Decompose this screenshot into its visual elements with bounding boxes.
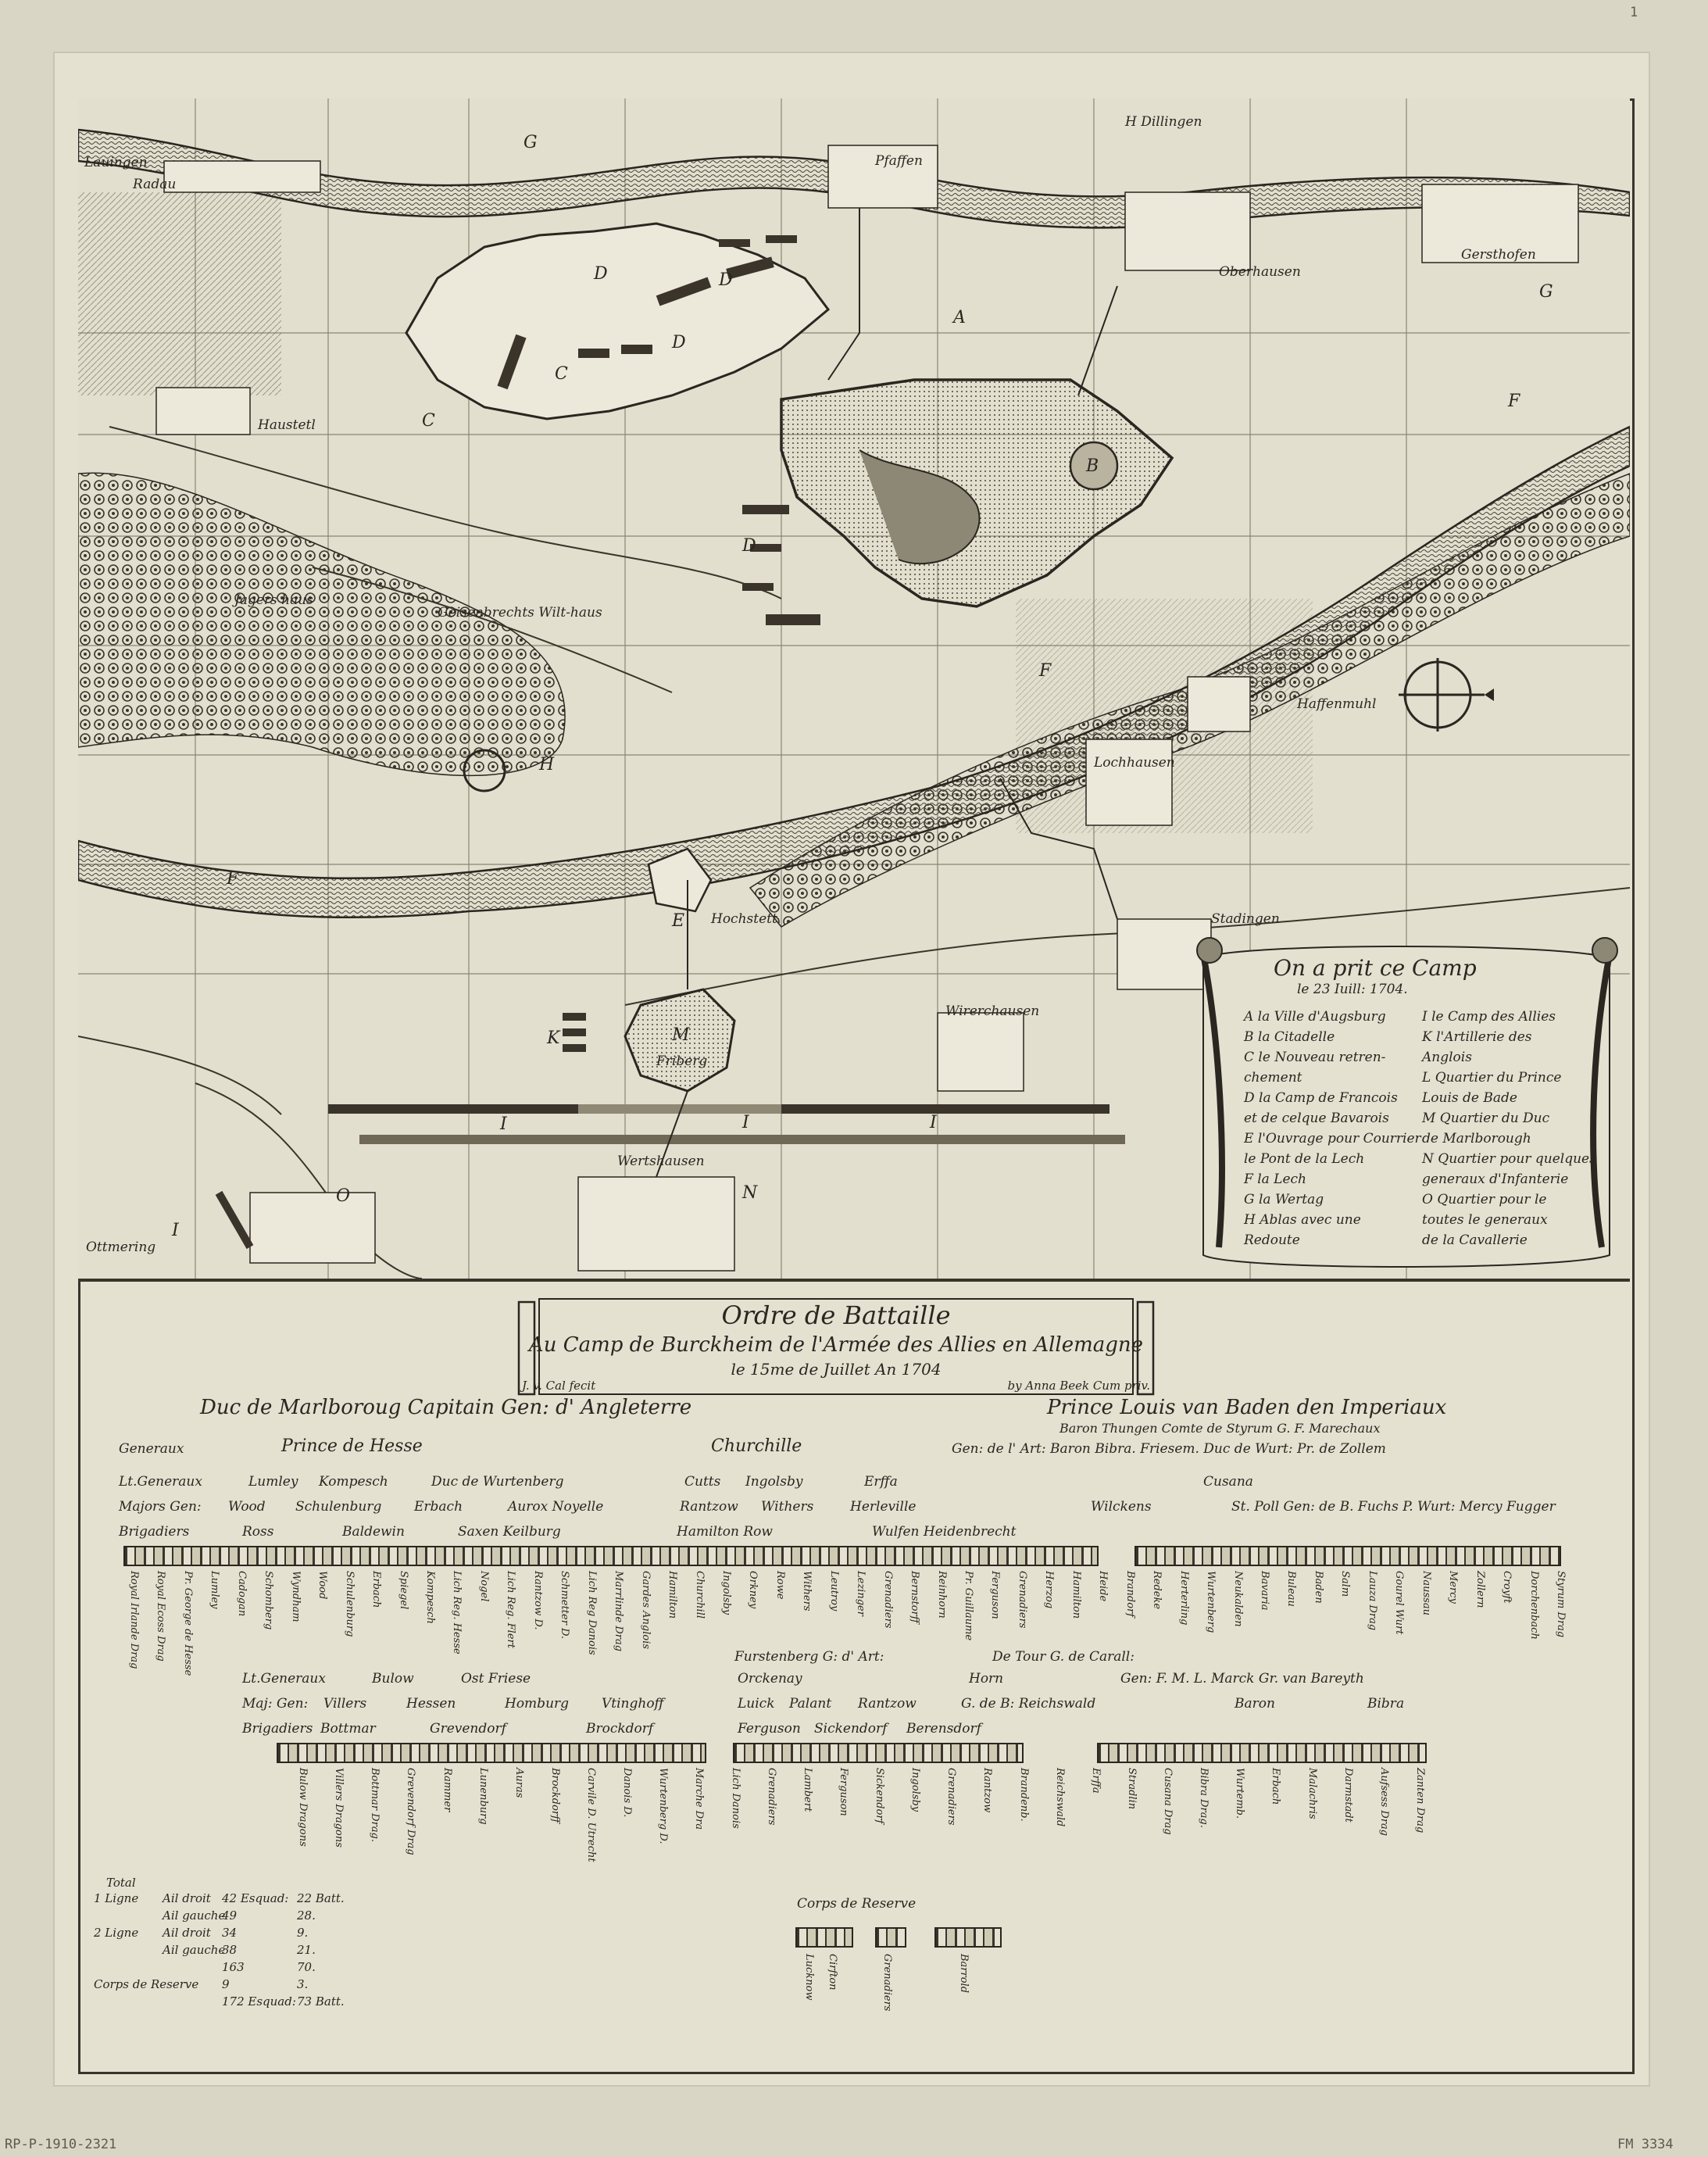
major-gen: Erbach (414, 1499, 463, 1515)
banner-publisher: by Anna Beek Cum priv. (1007, 1379, 1150, 1393)
regiment-label: Pr. George de Hesse (182, 1571, 194, 1676)
legend-right-column (1422, 1007, 1596, 1250)
totals-battalions: 3. (297, 1977, 309, 1991)
regiment-label-2: Stradlin (1126, 1768, 1138, 1810)
letter-o: O (336, 1186, 351, 1206)
regiment-label-2: Darmstadt (1342, 1768, 1354, 1823)
place-stadingen: Stadingen (1211, 911, 1280, 927)
regiment-label: Lumley (209, 1571, 220, 1609)
regiment-label: Pr. Guillaume (963, 1571, 974, 1641)
place-friberg: Friberg (656, 1053, 708, 1069)
place-ottmering: Ottmering (86, 1239, 156, 1255)
regiment-label-2: Erbach (1270, 1768, 1281, 1805)
place-wertshausen: Wertshausen (617, 1154, 705, 1169)
right-commander-sub: Baron Thungen Comte de Styrum G. F. Marechaux (1059, 1421, 1381, 1436)
totals-wing: Ail gauche (163, 1943, 226, 1957)
totals-wing: Ail droit (163, 1926, 211, 1940)
place-radau: Radau (133, 177, 177, 192)
legend-item: de Marlborough (1422, 1131, 1531, 1146)
legend-item: O Quartier pour le (1422, 1192, 1547, 1207)
legend-item: H Ablas avec une (1244, 1212, 1361, 1228)
lt-gen: Lumley (248, 1474, 298, 1490)
legend-item: N Quartier pour quelques (1422, 1151, 1596, 1167)
major-gen-2: G. de B: Reichswald (961, 1696, 1096, 1712)
reserve-regiment: Grenadiers (881, 1954, 893, 2012)
regiment-label: Ferguson (989, 1571, 1001, 1619)
legend-item: de la Cavallerie (1422, 1232, 1528, 1248)
regiment-label: Buleau (1285, 1571, 1297, 1607)
regiment-label: Lauza Drag (1367, 1571, 1378, 1631)
regiment-label-2: Danois D. (621, 1768, 633, 1818)
legend-left-column (1244, 1007, 1421, 1250)
place-lochhausen: Lochhausen (1094, 755, 1175, 771)
regiment-label: Hamilton (666, 1571, 678, 1619)
regiment-label: Nogel (478, 1571, 490, 1602)
majors-label-2: Maj: Gen: (242, 1696, 309, 1712)
reserve-title: Corps de Reserve (797, 1896, 917, 1912)
regiment-label: Zollern (1474, 1571, 1486, 1608)
major-gen-2: Hessen (406, 1696, 456, 1712)
lt-gen: Cutts (684, 1474, 721, 1490)
major-gen: St. Poll Gen: de B. Fuchs P. Wurt: Mercy Fugger (1231, 1499, 1556, 1515)
legend-item: generaux d'Infanterie (1422, 1172, 1569, 1187)
regiment-label: Lich Reg Danois (586, 1571, 598, 1655)
lt-gen: Erffa (864, 1474, 898, 1490)
legend-item: L Quartier du Prince (1422, 1070, 1562, 1086)
brigadier-2: Berensdorf (906, 1721, 981, 1737)
letter-c1: C (422, 411, 435, 431)
top-mark: 1 (1630, 5, 1638, 20)
regiment-label: Herterling (1178, 1571, 1190, 1626)
letter-i1: I (500, 1114, 507, 1134)
regiment-label: Naussau (1420, 1571, 1432, 1615)
lt-gen: Kompesch (319, 1474, 388, 1490)
right-commander: Prince Louis van Baden den Imperiaux (1047, 1396, 1447, 1419)
regiment-label: Royal Ecoss Drag (155, 1571, 166, 1662)
legend-item: chement (1244, 1070, 1302, 1086)
totals-battalions: 28. (297, 1908, 316, 1923)
letter-b: B (1086, 456, 1099, 476)
lt-gen-2: Orckenay (738, 1671, 802, 1687)
letter-c2: C (555, 364, 568, 384)
major-gen-2: Villers (323, 1696, 367, 1712)
reserve-regiment: Cirfton (827, 1954, 838, 1991)
legend-item: D la Camp de Francois (1244, 1090, 1398, 1106)
major-gen: Aurox Noyelle (508, 1499, 604, 1515)
legend-item: G la Wertag (1244, 1192, 1324, 1207)
major-gen: Rantzow (680, 1499, 738, 1515)
lt-gen: Duc de Wurtenberg (431, 1474, 564, 1490)
place-gersthofen: Gersthofen (1461, 247, 1536, 263)
legend-item: toutes le generaux (1422, 1212, 1548, 1228)
major-gen-2: Luick (738, 1696, 775, 1712)
regiment-label-2: Zanten Drag (1414, 1768, 1426, 1833)
totals-squadrons: 163 (222, 1960, 245, 1974)
regiment-label: Marrlinde Drag (613, 1571, 624, 1652)
art-general-line2: Furstenberg G: d' Art: (734, 1649, 884, 1665)
totals-battalions: 22 Batt. (297, 1891, 345, 1905)
legend-item: B la Citadelle (1244, 1029, 1335, 1045)
regiment-label-2: Grevendorf Drag (405, 1768, 416, 1855)
regiment-label: Croyft (1501, 1571, 1513, 1604)
regiment-label: Styrum Drag (1555, 1571, 1567, 1638)
regiment-label-2: Ingolsby (909, 1768, 921, 1812)
regiment-label: Gourel Wurt (1393, 1571, 1405, 1635)
legend-item: I le Camp des Allies (1422, 1009, 1556, 1025)
totals-wing: Ail gauche (163, 1908, 226, 1923)
legend-item: Anglois (1422, 1050, 1472, 1065)
major-gen: Wilckens (1091, 1499, 1152, 1515)
regiment-label: Mercy (1447, 1571, 1459, 1604)
regiment-label: Cadogan (236, 1571, 248, 1617)
regiment-label: Gardes Anglois (640, 1571, 652, 1650)
brigadier-2: Ferguson (738, 1721, 801, 1737)
regiment-label: Neukalden (1232, 1571, 1244, 1627)
regiment-label-2: Grenadiers (945, 1768, 957, 1826)
totals-squadrons: 38 (222, 1943, 238, 1957)
letter-m: M (672, 1025, 690, 1045)
major-gen: Herleville (850, 1499, 917, 1515)
majors-label: Majors Gen: (119, 1499, 202, 1515)
reserve-block-1 (795, 1927, 853, 1948)
totals-header: Total (106, 1876, 136, 1890)
regiment-label-2: Lambert (802, 1768, 813, 1812)
regiment-label: Orkney (747, 1571, 759, 1609)
regiment-label: Wyndham (290, 1571, 302, 1622)
second-line-center (733, 1743, 1024, 1763)
totals-squadrons: 49 (222, 1908, 238, 1923)
regiment-label: Rantzow D. (532, 1571, 544, 1630)
letter-i3: I (930, 1113, 937, 1132)
reserve-block-3 (934, 1927, 1002, 1948)
first-line-right-wing (1134, 1546, 1561, 1566)
letter-g2: G (1539, 282, 1553, 302)
regiment-label: Withers (801, 1571, 813, 1611)
regiment-label-2: Ferguson (838, 1768, 849, 1816)
regiment-label: Lich Reg. Flert (505, 1571, 516, 1648)
legend-item: C le Nouveau retren- (1244, 1050, 1386, 1065)
letter-g1: G (523, 133, 538, 152)
legend-item: F la Lech (1244, 1172, 1306, 1187)
major-gen-2: Bibra (1367, 1696, 1405, 1712)
legend-item: et de celque Bavarois (1244, 1111, 1389, 1126)
regiment-label: Lezinger (855, 1571, 867, 1616)
lt-gen: Cusana (1203, 1474, 1253, 1490)
banner-engraver: J. v. Cal fecit (522, 1379, 596, 1393)
letter-a: A (953, 308, 966, 327)
regiment-label-2: Bottmar Drag. (369, 1768, 381, 1843)
regiment-label: Grenadiers (1017, 1571, 1028, 1629)
brigadier: Saxen Keilburg (458, 1524, 561, 1540)
regiment-label-2: Grenadiers (766, 1768, 777, 1826)
lt-gen-2: Horn (969, 1671, 1004, 1687)
letter-n: N (742, 1183, 758, 1203)
first-line-left-wing (123, 1546, 1099, 1566)
legend-item: E l'Ouvrage pour Courrier (1244, 1131, 1421, 1146)
second-line-right-wing (1097, 1743, 1427, 1763)
regiment-label: Hamilton (1070, 1571, 1082, 1619)
major-gen-2: Baron (1235, 1696, 1275, 1712)
churchill-name: Churchille (711, 1436, 802, 1456)
letter-i2: I (742, 1113, 749, 1132)
lt-gen-label-2: Lt.Generaux (242, 1671, 326, 1687)
place-wilthaus: Geisenbrechts Wilt-haus (438, 605, 602, 621)
brig-label: Brigadiers (119, 1524, 190, 1540)
brigadier: Baldewin (342, 1524, 405, 1540)
regiment-label: Rowe (774, 1571, 786, 1600)
brigadier-2: Sickendorf (814, 1721, 888, 1737)
regiment-label: Wood (316, 1571, 328, 1600)
regiment-label: Brandorf (1124, 1571, 1136, 1618)
regiment-label-2: Wurtemb. (1234, 1768, 1245, 1819)
regiment-label-2: Malachris (1306, 1768, 1318, 1819)
regiment-label: Erbach (370, 1571, 382, 1608)
reserve-regiment: Barrold (958, 1954, 970, 1994)
reserve-regiment: Lucknow (803, 1954, 815, 2001)
regiment-label-2: Wurtenberg D. (657, 1768, 669, 1844)
lt-gen-2: Bulow (372, 1671, 414, 1687)
legend-title: On a prit ce Camp (1274, 955, 1477, 981)
regiment-label-2: Auras (513, 1768, 525, 1798)
place-wienhausen: Wirerchausen (945, 1003, 1040, 1019)
place-lauingen: Lauingen (84, 155, 148, 170)
major-gen-2: Vtinghoff (602, 1696, 664, 1712)
letter-d3: D (672, 333, 686, 352)
letter-f2: F (1039, 661, 1052, 681)
letter-e: E (672, 911, 685, 931)
letter-h: H (539, 755, 555, 774)
totals-squadrons: 42 Esquad: (222, 1891, 289, 1905)
lt-gen-2: Gen: F. M. L. Marck Gr. van Bareyth (1120, 1671, 1364, 1687)
place-dillingen: H Dillingen (1125, 114, 1202, 130)
regiment-label: Lich Reg. Hesse (451, 1571, 463, 1654)
brigadier: Ross (242, 1524, 274, 1540)
letter-i4: I (172, 1221, 179, 1240)
artillery-generals: Gen: de l' Art: Baron Bibra. Friesem. Duc de Wurt: Pr. de Zollem (952, 1441, 1386, 1457)
totals-squadrons: 34 (222, 1926, 238, 1940)
left-commander: Duc de Marlboroug Capitain Gen: d' Angleterre (200, 1396, 692, 1419)
regiment-label-2: Brandenb. (1018, 1768, 1030, 1822)
totals-squadrons: 9 (222, 1977, 230, 1991)
major-gen: Withers (761, 1499, 814, 1515)
regiment-label: Schulenburg (344, 1571, 356, 1637)
regiment-label: Redeke (1151, 1571, 1163, 1610)
regiment-label-2: Erffa (1090, 1768, 1102, 1794)
regiment-label: Ingolsby (720, 1571, 732, 1615)
regiment-label-2: Sickendorf (874, 1768, 885, 1824)
regiment-label: Grenadiers (882, 1571, 894, 1629)
legend-item: Louis de Bade (1422, 1090, 1517, 1106)
lt-gen: Ingolsby (745, 1474, 803, 1490)
regiment-label: Salm (1339, 1571, 1351, 1597)
regiment-label: Baden (1313, 1571, 1324, 1604)
place-pfaffen: Pfaffen (875, 153, 923, 169)
letter-k: K (547, 1028, 560, 1048)
brigadier-2: Bottmar (320, 1721, 376, 1737)
regiment-label: Royal Irlande Drag (128, 1571, 140, 1669)
brig-label-2: Brigadiers (242, 1721, 313, 1737)
letter-f1: F (227, 869, 239, 889)
major-gen-2: Rantzow (858, 1696, 917, 1712)
lt-gen-2: Ost Friese (461, 1671, 531, 1687)
regiment-label: Leutroy (828, 1571, 840, 1611)
brigadier-2: Grevendorf (430, 1721, 506, 1737)
totals-squadrons: 172 Esquad: (222, 1994, 296, 2009)
regiment-label-2: Villers Dragons (333, 1768, 345, 1848)
regiment-label: Spiegel (398, 1571, 409, 1610)
place-hausteil: Haustetl (258, 417, 316, 433)
banner-subtitle: Au Camp de Burckheim de l'Armée des Allies en Allemagne (528, 1333, 1144, 1357)
regiment-label: Kompesch (424, 1571, 436, 1624)
legend-date: le 23 Iuill: 1704. (1297, 982, 1408, 997)
cav-general-line2: De Tour G. de Carall: (992, 1649, 1134, 1665)
generaux-label: Generaux (119, 1441, 184, 1457)
legend-item: A la Ville d'Augsburg (1244, 1009, 1386, 1025)
hesse-name: Prince de Hesse (281, 1436, 423, 1456)
place-hochstett: Hochstett (711, 911, 777, 927)
regiment-label: Bernstorff (909, 1571, 920, 1623)
collection-mark: FM 3334 (1617, 2137, 1674, 2152)
totals-line-label: 1 Ligne (94, 1891, 139, 1905)
regiment-label-2: Brockdorff (549, 1768, 561, 1823)
regiment-label: Schomberg (263, 1571, 274, 1630)
letter-d4: D (742, 536, 756, 556)
legend-item: K l'Artillerie des (1422, 1029, 1532, 1045)
second-line-left-wing (277, 1743, 706, 1763)
letter-d1: D (594, 264, 608, 284)
totals-line-label: 2 Ligne (94, 1926, 139, 1940)
inventory-number: RP-P-1910-2321 (5, 2137, 117, 2152)
totals-battalions: 9. (297, 1926, 309, 1940)
regiment-label: Churchill (694, 1571, 706, 1619)
major-gen: Schulenburg (295, 1499, 382, 1515)
title-banner (516, 1297, 1156, 1397)
legend-item: M Quartier du Duc (1422, 1111, 1550, 1126)
reserve-block-2 (875, 1927, 906, 1948)
regiment-label-2: Aufsess Drag (1378, 1768, 1390, 1837)
regiment-label-2: Carvile D. Utrecht (585, 1768, 597, 1862)
totals-battalions: 21. (297, 1943, 316, 1957)
place-haffenmuhl: Haffenmuhl (1297, 696, 1377, 712)
regiment-label-2: Bulow Dragons (297, 1768, 309, 1847)
lt-gen-label: Lt.Generaux (119, 1474, 202, 1490)
brigadier: Hamilton Row (677, 1524, 773, 1540)
banner-date: le 15me de Juillet An 1704 (731, 1360, 942, 1379)
regiment-label-2: Bibra Drag. (1198, 1768, 1210, 1828)
totals-wing: Ail droit (163, 1891, 211, 1905)
totals-battalions: 70. (297, 1960, 316, 1974)
totals-line-label: Corps de Reserve (94, 1977, 199, 1991)
regiment-label-2: Cusana Drag (1162, 1768, 1174, 1835)
major-gen-2: Palant (789, 1696, 832, 1712)
regiment-label: Heide (1097, 1571, 1109, 1602)
letter-f3: F (1508, 392, 1520, 411)
regiment-label: Dorchenbach (1528, 1571, 1540, 1640)
major-gen: Wood (228, 1499, 266, 1515)
legend-item: Redoute (1244, 1232, 1300, 1248)
regiment-label-2: Lunenburg (477, 1768, 489, 1825)
banner-title: Ordre de Battaille (721, 1300, 951, 1330)
totals-battalions: 73 Batt. (297, 1994, 345, 2009)
brigadier-2: Brockdorf (586, 1721, 654, 1737)
place-oberhausen: Oberhausen (1219, 264, 1301, 280)
regiment-label-2: Reichswald (1054, 1768, 1066, 1827)
regiment-label-2: Lich Danois (730, 1768, 741, 1829)
regiment-label: Wurtenberg (1205, 1571, 1217, 1633)
regiment-label: Schmetter D. (559, 1571, 570, 1640)
brigadier: Wulfen Heidenbrecht (872, 1524, 1017, 1540)
regiment-label-2: Marche Dra (693, 1768, 705, 1830)
regiment-label-2: Rantzow (981, 1768, 993, 1813)
major-gen-2: Homburg (505, 1696, 570, 1712)
letter-d2: D (719, 270, 733, 290)
legend-item: le Pont de la Lech (1244, 1151, 1365, 1167)
regiment-label: Bavaria (1259, 1571, 1270, 1611)
regiment-label: Reinhorn (936, 1571, 948, 1619)
regiment-label: Herzog (1043, 1571, 1055, 1609)
regiment-label-2: Rammer (441, 1768, 453, 1812)
place-jagerhaus: Jagers haus (234, 592, 313, 608)
